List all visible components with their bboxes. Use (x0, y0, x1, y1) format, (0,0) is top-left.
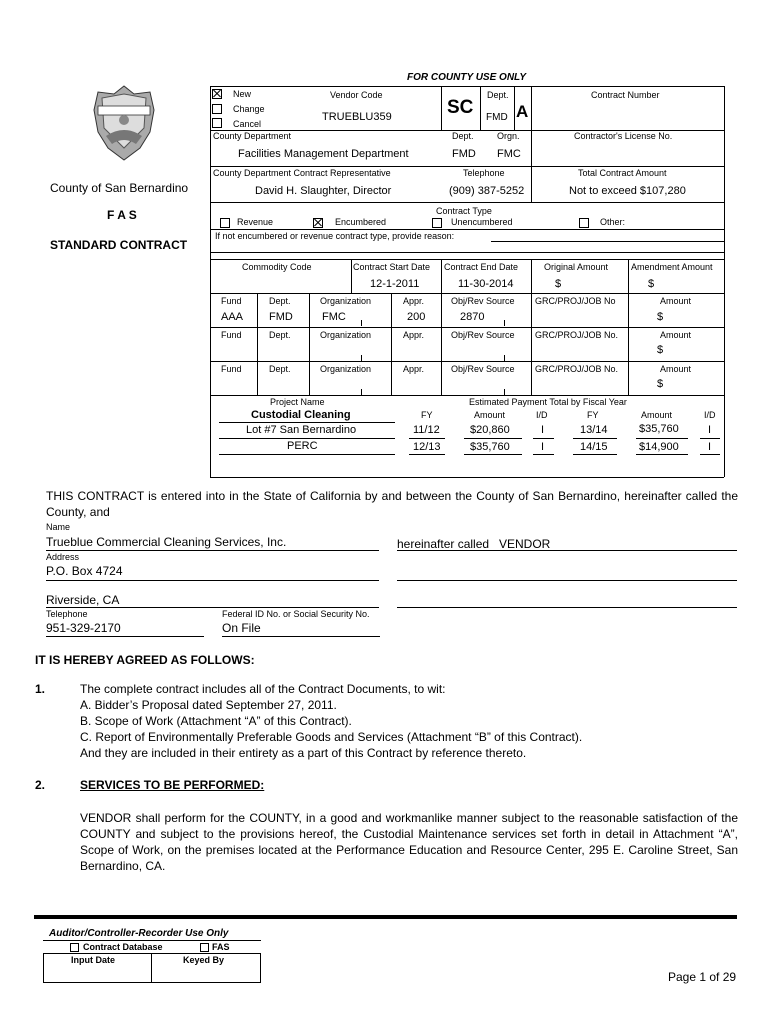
fedid-label: Federal ID No. or Social Security No. (222, 609, 370, 619)
dept-col-label-2: Dept. (269, 330, 291, 340)
vendor-code-letter: A (516, 102, 529, 121)
section2-title: SERVICES TO BE PERFORMED: (80, 778, 265, 792)
grc-label: GRC/PROJ/JOB No (535, 296, 616, 306)
vendor-code-label: Vendor Code (330, 90, 383, 100)
total-amount-label: Total Contract Amount (578, 168, 667, 178)
reason-label: If not encumbered or revenue contract type, provide reason: (215, 231, 455, 241)
section2-number: 2. (35, 778, 46, 792)
appr-label-3: Appr. (403, 364, 425, 374)
project-name-line2: Lot #7 San Bernardino (246, 424, 357, 436)
fas-checkbox[interactable] (200, 943, 209, 952)
revenue-label: Revenue (237, 217, 274, 227)
grc-label-3: GRC/PROJ/JOB No. (535, 364, 619, 374)
obj-rev-label-3: Obj/Rev Source (451, 364, 515, 374)
end-date-value: 11-30-2014 (458, 278, 514, 290)
change-checkbox[interactable] (212, 104, 222, 114)
intro-paragraph: THIS CONTRACT is entered into in the State of California by and between the County of San Bernardino, hereinafter called the County, and (46, 489, 738, 519)
new-checkbox[interactable] (212, 89, 222, 99)
amount-col-label-2: Amount (641, 410, 673, 420)
rep-value: David H. Slaughter, Director (255, 185, 392, 197)
pay-fy-2: 13/14 (580, 424, 608, 436)
amendment-amount-label: Amendment Amount (631, 262, 713, 272)
auditor-title: Auditor/Controller-Recorder Use Only (49, 928, 229, 939)
fund-label: Fund (221, 296, 242, 306)
amendment-amount-value: $ (648, 278, 655, 290)
dept-value: FMD (452, 148, 476, 160)
address-line2: Riverside, CA (46, 593, 120, 607)
appr-label: Appr. (403, 296, 425, 306)
other-label: Other: (600, 217, 626, 227)
pay-fy-1: 11/12 (413, 424, 440, 436)
dept-label: Dept. (452, 131, 474, 141)
id-label-1: I/D (536, 410, 548, 420)
input-date-label: Input Date (71, 955, 115, 965)
orgn-value: FMC (497, 148, 521, 160)
section1-intro: The complete contract includes all of the Contract Documents, to wit: (80, 682, 446, 696)
total-amount-value: Not to exceed $107,280 (569, 185, 686, 197)
contract-database-checkbox[interactable] (70, 943, 79, 952)
pay-id-1: I (541, 424, 545, 436)
new-label: New (233, 89, 252, 99)
commodity-code-label: Commodity Code (242, 262, 312, 272)
fy-label-1: FY (421, 410, 433, 420)
phone-value: (909) 387-5252 (449, 185, 525, 197)
section2-body: VENDOR shall perform for the COUNTY, in a good and workmanlike manner subject to the reasonable satisfaction of the COUNTY and subject to the provisions hereof, the Custodial Maintenance services set forth in detail in Attachment “A”, Scope of Work, on the premises located at the Performance Education and Resource Center, 295 E. Caroline Street, San Bernardino, CA. (80, 811, 738, 873)
fund-amount-value-3: $ (657, 378, 664, 390)
original-amount-value: $ (555, 278, 562, 290)
id-label-2: I/D (704, 410, 716, 420)
pay-amount-1: $20,860 (470, 424, 510, 436)
start-date-label: Contract Start Date (353, 262, 431, 272)
pay-id-2: I (708, 424, 712, 436)
fas-checkbox-label: FAS (212, 942, 230, 952)
orgn-label: Orgn. (497, 131, 520, 141)
grc-label-2: GRC/PROJ/JOB No. (535, 330, 619, 340)
contract-database-label: Contract Database (83, 942, 163, 952)
vendor-code-sc: SC (447, 97, 474, 118)
fas-label: F A S (107, 208, 137, 222)
fund-label-3: Fund (221, 364, 242, 374)
amount-label-3: Amount (660, 364, 692, 374)
hereinafter-text: hereinafter called (397, 537, 490, 551)
fund-dept-value: FMD (269, 311, 293, 323)
section1-item-a: A. Bidder’s Proposal dated September 27, 2011. (80, 698, 337, 712)
cancel-checkbox[interactable] (212, 118, 222, 128)
project-name-label: Project Name (270, 397, 325, 407)
address-label: Address (46, 552, 80, 562)
fund-org-value: FMC (322, 311, 346, 323)
pay-amount-3: $35,760 (470, 441, 510, 453)
amount-label-2: Amount (660, 330, 692, 340)
county-dept-value: Facilities Management Department (238, 148, 409, 160)
vendor-name-label: Name (46, 522, 71, 532)
obj-rev-label-2: Obj/Rev Source (451, 330, 515, 340)
vendor-dept-label: Dept. (487, 90, 509, 100)
fund-value: AAA (221, 311, 244, 323)
amount-col-label-1: Amount (474, 410, 506, 420)
contract-number-label: Contract Number (591, 90, 660, 100)
change-label: Change (233, 104, 265, 114)
county-seal (90, 84, 158, 164)
amount-label: Amount (660, 296, 692, 306)
project-name-line1: Custodial Cleaning (251, 409, 351, 421)
fund-obj-value: 2870 (460, 311, 485, 323)
contract-type-label: Contract Type (436, 206, 492, 216)
other-checkbox[interactable] (579, 218, 589, 228)
fund-appr-value: 200 (407, 311, 426, 323)
project-name-line3: PERC (287, 440, 318, 452)
obj-rev-label: Obj/Rev Source (451, 296, 515, 306)
vendor-phone: 951-329-2170 (46, 621, 121, 635)
revenue-checkbox[interactable] (220, 218, 230, 228)
original-amount-label: Original Amount (544, 262, 609, 272)
vendor-code-value: TRUEBLU359 (322, 111, 392, 123)
rep-label: County Department Contract Representative (213, 168, 391, 178)
pay-amount-4: $14,900 (639, 441, 679, 453)
license-label: Contractor's License No. (574, 131, 673, 141)
unencumbered-label: Unencumbered (451, 217, 513, 227)
vendor-dept-value: FMD (486, 112, 508, 123)
section1-item-b: B. Scope of Work (Attachment “A” of this Contract). (80, 714, 352, 728)
agreed-heading: IT IS HEREBY AGREED AS FOLLOWS: (35, 653, 255, 667)
start-date-value: 12-1-2011 (370, 278, 420, 290)
keyed-by-label: Keyed By (183, 955, 225, 965)
fund-amount-value: $ (657, 311, 664, 323)
cancel-label: Cancel (233, 119, 262, 129)
unencumbered-checkbox[interactable] (432, 218, 442, 228)
encumbered-label: Encumbered (335, 217, 387, 227)
county-dept-label: County Department (213, 131, 292, 141)
end-date-label: Contract End Date (444, 262, 519, 272)
page-number: Page 1 of 29 (668, 970, 737, 984)
vendor-name: Trueblue Commercial Cleaning Services, Inc. (46, 535, 287, 549)
pay-id-4: I (708, 441, 712, 453)
pay-fy-3: 12/13 (413, 441, 441, 453)
appr-label-2: Appr. (403, 330, 425, 340)
section1-number: 1. (35, 682, 46, 696)
dept-col-label-3: Dept. (269, 364, 291, 374)
address-line1: P.O. Box 4724 (46, 564, 123, 578)
county-use-only-heading: FOR COUNTY USE ONLY (407, 72, 527, 83)
phone-label: Telephone (463, 168, 505, 178)
fedid-value: On File (222, 621, 261, 635)
organization-label-2: Organization (320, 330, 372, 340)
county-name: County of San Bernardino (50, 181, 189, 195)
fy-label-2: FY (587, 410, 599, 420)
organization-label-3: Organization (320, 364, 372, 374)
fund-amount-value-2: $ (657, 344, 664, 356)
dept-col-label: Dept. (269, 296, 291, 306)
payment-label: Estimated Payment Total by Fiscal Year (469, 397, 627, 407)
fund-label-2: Fund (221, 330, 242, 340)
section1-item-c: C. Report of Environmentally Preferable Goods and Services (Attachment “B” of this Contract). (80, 730, 583, 744)
vendor-phone-label: Telephone (46, 609, 88, 619)
pay-amount-2: $35,760 (639, 423, 679, 435)
pay-fy-4: 14/15 (580, 441, 608, 453)
section1-end: And they are included in their entirety as a part of this Contract by reference thereto. (80, 746, 527, 760)
standard-contract-title: STANDARD CONTRACT (50, 238, 188, 252)
organization-label: Organization (320, 296, 372, 306)
pay-id-3: I (541, 441, 545, 453)
vendor-called: VENDOR (499, 537, 551, 551)
encumbered-checkbox[interactable] (313, 218, 323, 228)
